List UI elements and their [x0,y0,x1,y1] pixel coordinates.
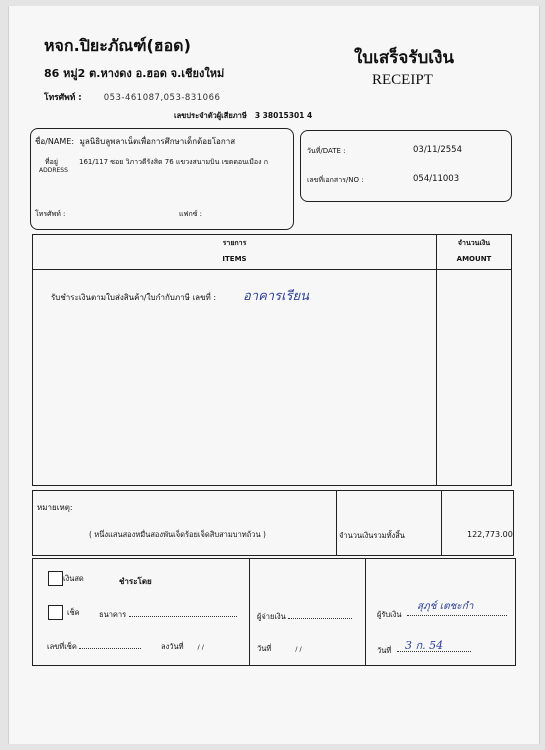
customer-name-row [35,135,235,148]
document-info-box [300,130,512,202]
receiver-signature: สุภุช์ เตชะกำ [417,601,474,612]
doc-no: 054/11003 [413,174,460,184]
doc-date: 03/11/2554 [413,145,462,155]
company-name: หจก.ปิยะภัณฑ์(ฮอด) [44,36,191,55]
notes-divider-1 [336,491,337,555]
customer-fax-label: แฟกซ์ : [179,210,203,218]
cheque-no-field [47,641,141,653]
notes-box [32,490,514,556]
cheque-date-slashes: / / [197,643,204,651]
receiver-label: ผู้รับเงิน [377,610,402,619]
cheque-date-label: ลงวันที่ [161,642,184,651]
receiver-date: 3 ก. 54 [405,639,444,652]
bank-line [129,616,237,617]
receipt-title-english: RECEIPT [372,72,433,88]
tax-id-label: เลขประจำตัวผู้เสียภาษี [174,111,247,120]
amount-header-th: จำนวนเงิน [457,239,491,247]
notes-divider-2 [441,491,442,555]
header-divider [33,269,511,270]
item-line-text: รับชำระเงินตามใบส่งสินค้า/ใบกำกับภาษี เลขที่ : [51,293,217,302]
customer-name-label: ชื่อ/NAME: [35,137,75,146]
receipt-title-thai: ใบเสร็จรับเงิน [354,48,455,68]
amount-header-en: AMOUNT [456,255,492,263]
receiver-date-label: วันที่ [377,646,392,655]
payer-signature-line [288,618,352,619]
notes-label: หมายเหตุ: [37,503,73,512]
company-address: 86 หมู่2 ต.หางดง อ.ฮอด จ.เชียงใหม่ [44,67,225,80]
company-phone-label: โทรศัพท์ : [44,93,82,103]
cheque-no-line [79,648,141,649]
payer-date-field [257,643,302,655]
date-label: วันที่/DATE : [307,147,346,155]
company-tax-id [174,110,312,122]
customer-address: 161/117 ซอย วิภาวดีรังสิต 76 แขวงสนามบิน เขตดอนเมือง ก [79,158,268,166]
customer-name: มูลนิธิบลูพลาเน็ตเพื่อการศึกษาเด็กด้อยโอกาส [79,137,236,146]
cheque-date-field [161,641,204,653]
cheque-checkbox[interactable] [48,605,63,620]
customer-box [30,128,294,230]
address-label-en: ADDRESS [39,167,68,174]
items-header-en: ITEMS [222,255,247,263]
cash-label: เงินสด [63,574,84,583]
payer-field [257,611,352,623]
address-label-th: ที่อยู่ [45,158,58,166]
paid-by-label: ชำระโดย [119,577,152,586]
doc-no-label: เลขที่เอกสาร/NO : [307,176,364,184]
bank-label: ธนาคาร [99,610,127,619]
cheque-label: เช็ค [67,608,80,617]
column-divider [436,235,437,485]
cheque-no-label: เลขที่เช็ค [47,642,77,651]
item-handwritten-reference: อาคารเรียน [243,289,310,304]
items-table [32,234,512,486]
payer-date-slashes: / / [295,645,302,653]
bank-field [99,609,237,621]
company-phone [44,90,220,104]
receiver-signature-line [407,615,507,616]
payer-date-label: วันที่ [257,644,272,653]
tax-id-value: 3 38015301 4 [254,111,313,120]
payment-divider-2 [365,559,366,665]
items-header-th: รายการ [222,239,247,247]
payer-label: ผู้จ่ายเงิน [257,612,286,621]
payment-divider-1 [249,559,250,665]
cash-checkbox[interactable] [48,571,63,586]
customer-phone-label: โทรศัพท์ : [35,210,66,218]
amount-in-words: ( หนึ่งแสนสองหมื่นสองพันเจ็ดร้อยเจ็ดสิบสามบาทถ้วน ) [89,530,266,539]
payment-box [32,558,516,666]
total-amount: 122,773.00 [467,530,513,539]
total-label: จำนวนเงินรวมทั้งสิ้น [339,531,405,540]
company-phone-value: 053-461087,053-831066 [103,93,221,103]
